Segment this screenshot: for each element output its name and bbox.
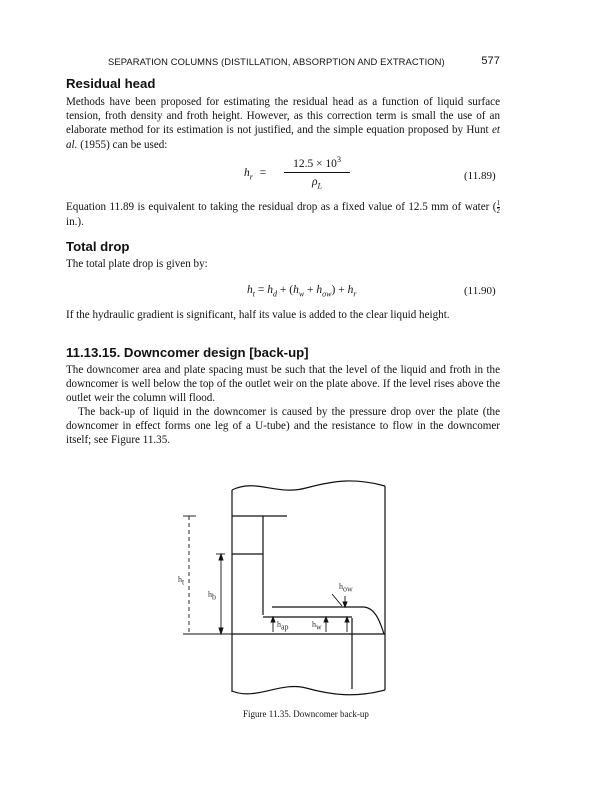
residual-head-text: Methods have been proposed for estimating the residual head as a function of liquid surface tension, froth density and froth height. However, as this correction term is small the use of an elaborate method for its estimation is not justified, and the simple equation proposed by Hunt (66, 96, 500, 137)
citation-et-al: et al. (66, 124, 500, 151)
running-title: SEPARATION COLUMNS (DISTILLATION, ABSORPTION AND EXTRACTION) (108, 56, 445, 67)
equation-11-89-numerator (283, 155, 351, 170)
downcomer-paragraph-1: The downcomer area and plate spacing must be such that the level of the liquid and froth in the downcomer is well below the top of the outlet weir on the plate above. If the level rises above the outlet weir the column will flood. (66, 364, 500, 405)
eq-denominator-sub: L (317, 181, 322, 191)
label-hap-sub: ap (281, 622, 289, 632)
heading-downcomer-design: 11.13.15. Downcomer design [back-up] (66, 345, 309, 360)
total-drop-intro: The total plate drop is given by: (66, 258, 208, 270)
label-hb-sub: b (212, 592, 216, 602)
downcomer-paragraph-2: The back-up of liquid in the downcomer is caused by the pressure drop over the plate (the downcomer in effect forms one leg of a U-tube) and the resistance to flow in the downcomer itself; see Figure 11.35. (66, 406, 500, 447)
eq-equals: = (259, 167, 267, 179)
equation-11-89-denominator (283, 176, 351, 190)
label-ht-sub: t (182, 577, 185, 587)
residual-drop-text-end: in.). (66, 216, 84, 228)
label-hw (312, 620, 322, 632)
label-hap-h: h (277, 620, 281, 629)
downcomer-figure (176, 476, 416, 701)
label-how-h: h (339, 582, 343, 591)
residual-drop-text: Equation 11.89 is equivalent to taking the residual drop as a fixed value of 12.5 mm of water ( (66, 201, 497, 213)
heading-total-drop: Total drop (66, 239, 130, 254)
fraction-half (497, 200, 501, 215)
residual-head-paragraph (66, 95, 500, 152)
equation-number-11-89: (11.89) (464, 170, 496, 182)
residual-drop-paragraph (66, 200, 500, 229)
eq-denominator: ρ (312, 176, 318, 188)
equation-11-89-lhs (244, 167, 266, 181)
label-ht (178, 575, 184, 587)
residual-head-text-end: (1955) can be used: (80, 138, 168, 151)
page-number: 577 (481, 55, 500, 67)
label-hb (208, 590, 216, 602)
label-ht-h: h (178, 575, 182, 584)
bottom-break-line (232, 686, 385, 694)
hydraulic-gradient-paragraph: If the hydraulic gradient is significant, half its value is added to the clear liquid height. (66, 309, 450, 321)
liquid-crest (352, 607, 384, 634)
half-numerator: 1 (496, 199, 500, 207)
half-denominator: 2 (496, 207, 500, 215)
eq-lhs-sub: r (249, 172, 253, 182)
heading-residual-head: Residual head (66, 76, 156, 91)
top-break-line (232, 481, 385, 490)
equation-11-89-fraction-bar (284, 172, 350, 173)
figure-caption: Figure 11.35. Downcomer back-up (243, 709, 369, 719)
label-hw-h: h (312, 620, 316, 629)
label-how (339, 582, 353, 594)
label-hap (277, 620, 289, 632)
label-how-sub: ow (343, 584, 353, 594)
equation-number-11-90: (11.90) (464, 285, 496, 297)
label-hw-sub: w (316, 622, 322, 632)
eq-lhs-symbol: h (244, 167, 250, 179)
eq-numerator-exp: 3 (336, 155, 341, 164)
eq-numerator: 12.5 × 10 (293, 157, 337, 170)
equation-11-90: $h_t = h_d + (h_w + h_{ow}) + h_r$ (247, 284, 357, 299)
label-hb-h: h (208, 590, 212, 599)
